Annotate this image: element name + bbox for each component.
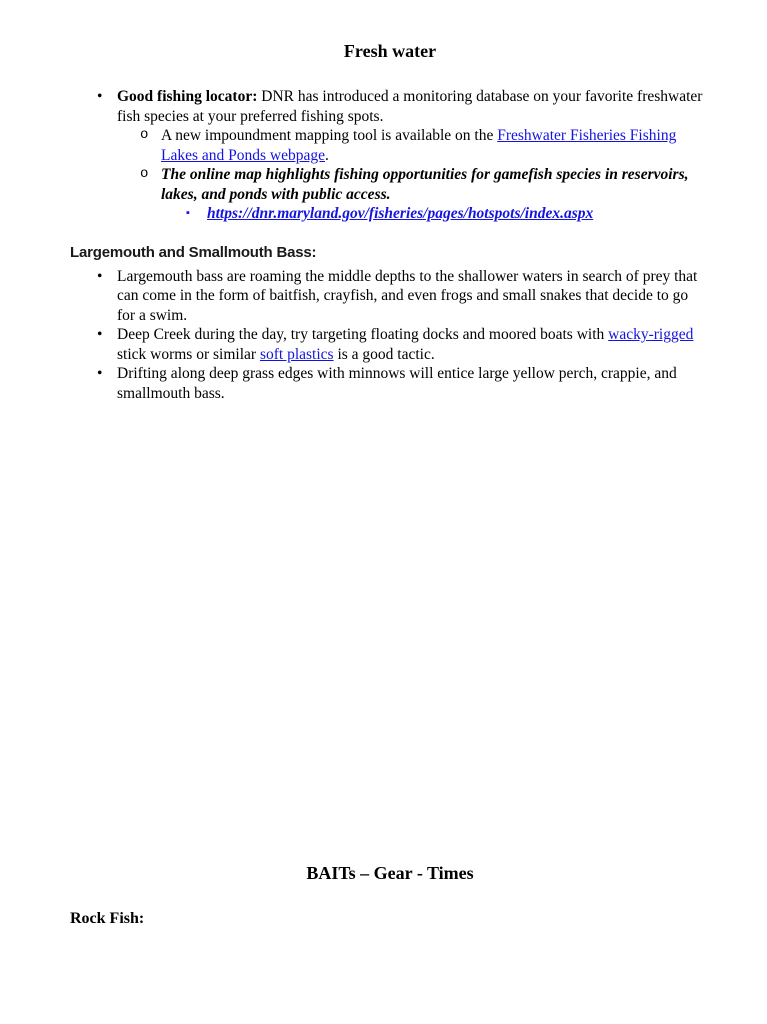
circle-bullet-icon: o <box>140 127 149 143</box>
bullet-body-text: . <box>325 146 329 164</box>
bass-section-heading: Largemouth and Smallmouth Bass: <box>70 243 317 261</box>
bullet-text: Largemouth bass are roaming the middle depths to the shallower waters in search of prey that can come in the form of baitfish, crayfish, and even frogs and small snakes that decide to go for a swim. <box>117 267 698 324</box>
disc-bullet-icon: • <box>97 326 103 343</box>
bullet-body-text: DNR has introduced a monitoring database on your favorite freshwater fish species at your preferred fishing spots. <box>117 88 703 125</box>
bullet-body-text: stick worms or similar <box>117 345 260 363</box>
list-item <box>97 267 710 326</box>
baits-gear-times-heading: BAITs – Gear - Times <box>306 863 474 883</box>
page-title: Fresh water <box>343 41 437 61</box>
circle-bullet-icon: o <box>140 166 149 182</box>
bullet-lead-bold: Good fishing locator: <box>117 88 258 105</box>
list-item <box>97 364 710 403</box>
soft-plastics-link[interactable]: soft plastics <box>259 345 334 363</box>
disc-bullet-icon: • <box>97 365 103 382</box>
bullet-body-text: Deep Creek during the day, try targeting floating docks and moored boats with <box>117 326 609 343</box>
bullet-body-text: A new impoundment mapping tool is available on the <box>161 127 498 144</box>
square-bullet-icon: ▪ <box>186 207 190 219</box>
wacky-rigged-link[interactable]: wacky-rigged <box>608 326 694 343</box>
rockfish-heading: Rock Fish: <box>70 910 145 927</box>
bullet-body-text: is a good tactic. <box>333 345 435 363</box>
bullet-text <box>207 204 710 224</box>
list-item <box>186 204 710 224</box>
list-item <box>97 87 710 126</box>
list-item <box>140 165 710 204</box>
bullet-text <box>117 87 710 126</box>
bullet-text: The online map highlights fishing opportunities for gamefish species in reservoirs, lakes, and ponds with public access. <box>161 166 689 203</box>
bullet-text <box>117 325 710 364</box>
list-item <box>97 325 710 364</box>
disc-bullet-icon: • <box>97 267 103 285</box>
disc-bullet-icon: • <box>97 88 103 105</box>
hotspots-url-link[interactable]: https://dnr.maryland.gov/fisheries/pages/hotspots/index.aspx <box>207 205 594 222</box>
bullet-text <box>161 126 710 165</box>
bullet-text: Drifting along deep grass edges with minnows will entice large yellow perch, crappie, and smallmouth bass. <box>117 365 677 402</box>
list-item <box>140 126 710 165</box>
freshwater-fisheries-webpage-link[interactable]: Freshwater Fisheries Fishing Lakes and Ponds webpage <box>161 127 677 164</box>
